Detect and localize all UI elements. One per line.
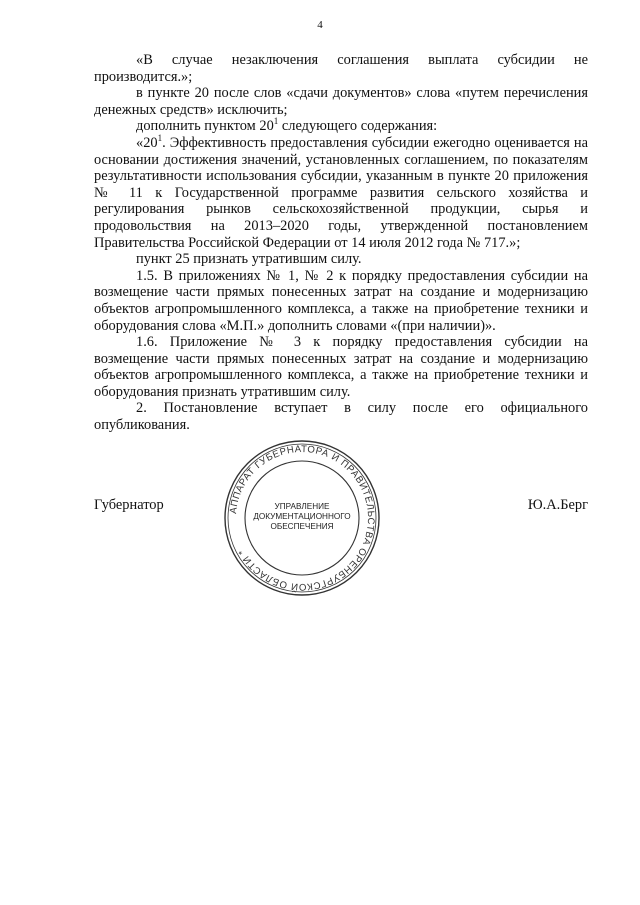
text-fragment: . Эффективность предоставления субсидии ежегодно оценивается на основании достижения значений, установленных соглашением, по показателям результативности использования субсидии, указанным в пункте 20 приложения № 11 к Государственной программе развития сельского хозяйства и регулирования рынков сельскохозяйственной продукции, сырья и продовольствия на 2013–2020 годы, утвержденной постановлением Правительства Российской Федерации от 14 июля 2012 года № 717.»;: [94, 134, 588, 251]
stamp-line: ОБЕСПЕЧЕНИЯ: [270, 522, 334, 531]
paragraph-1-6: 1.6. Приложение № 3 к порядку предоставления субсидии на возмещение части прямых понесенных затрат на создание и модернизацию объектов агропромышленного комплекса, а также на приобретение техники и оборудования признать утратившим силу.: [94, 334, 588, 400]
document-body: [94, 52, 588, 434]
paragraph-point-20-1: [94, 132, 588, 251]
paragraph-1-5: 1.5. В приложениях № 1, № 2 к порядку предоставления субсидии на возмещение части прямых понесенных затрат на создание и модернизацию объектов агропромышленного комплекса, а также на приобретение техники и оборудования слова «М.П.» дополнить словами «(при наличии)».: [94, 267, 588, 334]
text-fragment: дополнить пунктом 20: [136, 118, 274, 135]
stamp-line: ДОКУМЕНТАЦИОННОГО: [253, 512, 351, 521]
text-fragment: «20: [136, 134, 158, 151]
superscript: 1: [273, 116, 279, 127]
paragraph-2: 2. Постановление вступает в силу после его официального опубликования.: [94, 400, 588, 434]
paragraph-add-point: [94, 118, 588, 135]
superscript: 1: [157, 132, 163, 143]
text-fragment: следующего содержания:: [278, 118, 438, 135]
stamp-ring-text: АППАРАТ ГУБЕРНАТОРА И ПРАВИТЕЛЬСТВА ОРЕНБУРГСКОЙ ОБЛАСТИ *: [228, 443, 377, 593]
paragraph-quote-subsidy: «В случае незаключения соглашения выплата субсидии не производится.»;: [94, 52, 588, 85]
paragraph-point-20: в пункте 20 после слов «сдачи документов» слова «путем перечисления денежных средств» исключить;: [94, 85, 588, 118]
paragraph-point-25: пункт 25 признать утратившим силу.: [136, 251, 362, 268]
official-stamp: [222, 438, 382, 598]
signatory-name: Ю.А.Берг: [527, 497, 588, 513]
stamp-line: УПРАВЛЕНИЕ: [274, 502, 330, 511]
stamp-center-text: [252, 502, 352, 532]
page-number: 4: [317, 19, 323, 31]
signatory-position: Губернатор: [94, 497, 164, 513]
